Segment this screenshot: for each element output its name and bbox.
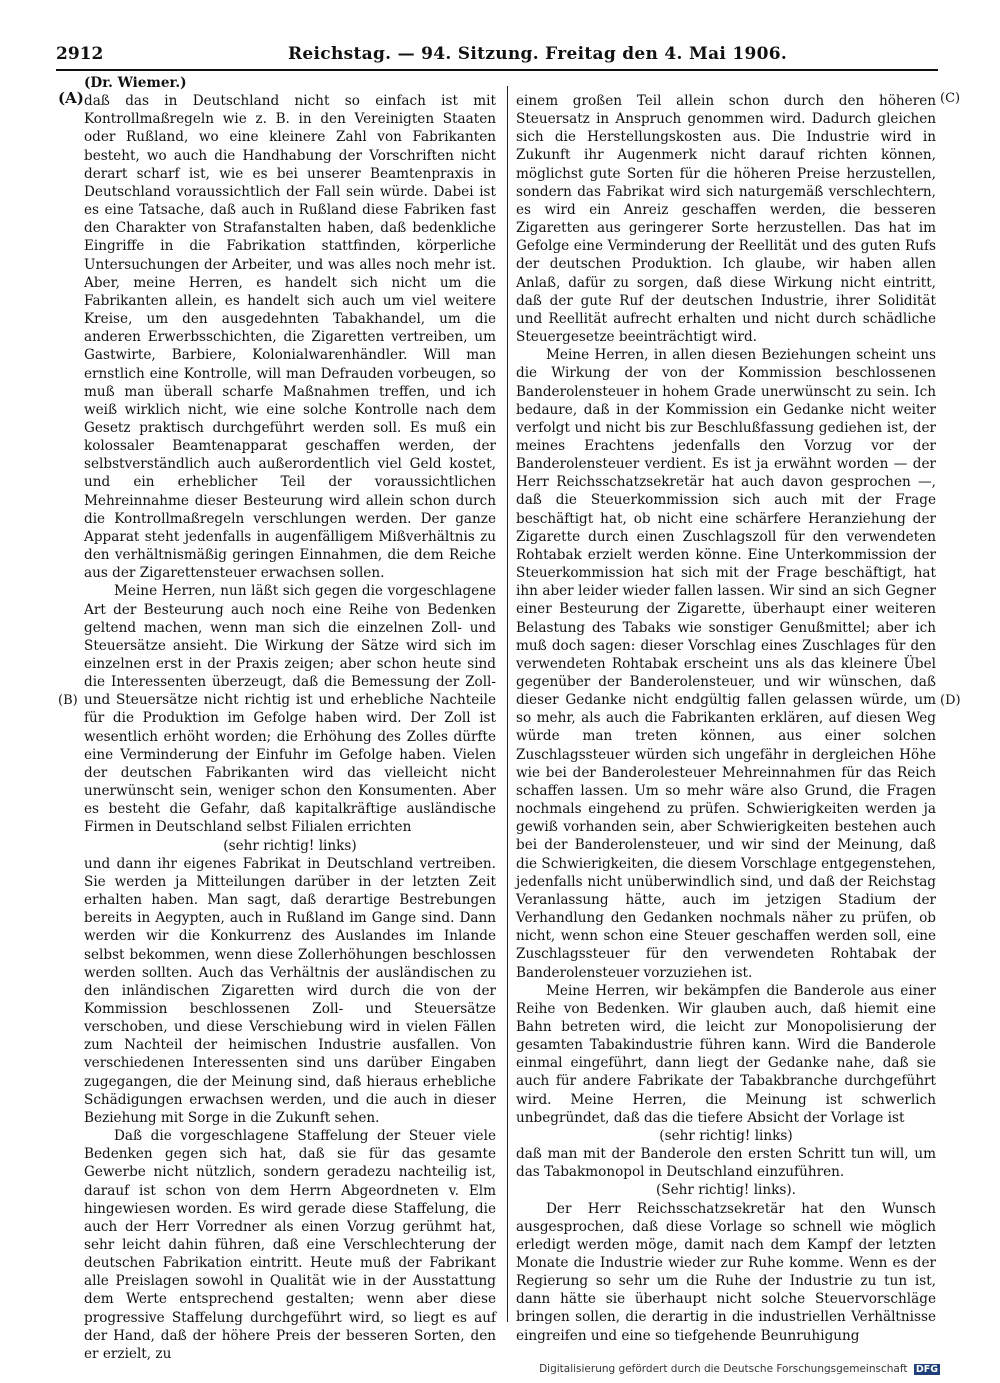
paragraph: Meine Herren, in allen diesen Beziehungen scheint uns die Wirkung der von der Kommission beschlossenen Banderolensteuer in hohem Grade unerwünscht zu sein. Ich bedaure, daß in der Kommission ein Gedanke nicht weiter verfolgt und nicht bis zur Beschlußfassung gediehen ist, der meines Erachtens jedenfalls den Vorzug vor der Banderolensteuer verdient. Es ist ja erwähnt worden — der Herr Reichsschatzsekretär hat auch davon gesprochen —, daß die Steuerkommission sich auch mit der Frage beschäftigt hat, ob nicht eine schärfere Heranziehung der Zigarette durch einen Zuschlagszoll für den verwendeten Rohtabak erzielt werden könne. Eine Unterkommission der Steuerkommission hat sich mit der Frage beschäftigt, hat ihn aber leider wieder fallen lassen. Wir sind an sich Gegner einer Besteurung der Zigarette, überhaupt einer weiteren Belastung des Tabaks wie sonstiger Genußmittel; aber ich muß doch sagen: dieser Vorschlag eines Zuschlages für den verwendeten Rohtabak erscheint uns als das kleinere Übel gegenüber der Banderolensteuer, und wir wünschen, daß dieser Gedanke nicht endgültig fallen gelassen würde, um so mehr, als auch die Fabrikanten erklären, auf diesen Weg würde man treten können, aus einer solchen Zuschlagssteuer würden sich ungefähr in dergleichen Höhe wie bei der Banderolesteuer Mehreinnahmen für das Reich schaffen lassen. Um so mehr wäre also Grund, die Fragen nochmals eingehend zu prüfen. Schwierigkeiten werden ja gewiß vorhanden sein, aber Schwierigkeiten bestehen auch bei der Banderolensteuer, und wir sind der Meinung, daß die Schwierigkeiten, die diesem Vorschlage entgegenstehen, jedenfalls nicht unüberwindlich sind, und daß der Reichstag Veranlassung hätte, auch im jetzigen Stadium der Verhandlung den Gedanken nochmals näher zu prüfen, ob nicht, wenn schon eine Steuer geschaffen werden soll, eine Zuschlagssteuer für den verwendeten Rohtabak der Banderolensteuer vorzuziehen ist. <box>516 347 936 981</box>
margin-marker-b: (B) <box>58 693 78 708</box>
paragraph: Der Herr Reichsschatzsekretär hat den Wunsch ausgesprochen, daß diese Vorlage so schnell wie möglich erledigt werden möge, damit nach dem Kampf der letzten Monate die Industrie wieder zur Ruhe komme. Wenn es der Regierung so sehr um die Ruhe der Industrie zu tun ist, dann hätte sie überhaupt nicht solche Steuervorschläge bringen sollen, die derartig in die industriellen Verhältnisse eingreifen und eine so tiefgehende Beunruhigung <box>516 1200 936 1344</box>
margin-marker-a: (A) <box>58 89 84 107</box>
page-header <box>56 44 936 68</box>
running-title: Reichstag. — 94. Sitzung. Freitag den 4. Mai 1906. <box>288 44 788 64</box>
interjection: (sehr richtig! links) <box>659 1127 793 1144</box>
margin-marker-d: (D) <box>940 693 961 708</box>
credit-text: Digitalisierung gefördert durch die Deutsche Forschungsgemeinschaft <box>539 1363 908 1375</box>
paragraph: Daß die vorgeschlagene Staffelung der Steuer viele Bedenken gegen sich hat, daß sie für das gesamte Gewerbe nicht nützlich, sondern geradezu nachteilig ist, darauf ist schon von dem Herrn Abgeordneten v. Elm hingewiesen worden. Es wird gerade diese Staffelung, die auch der Herr Vorredner als einen Vorzug gerühmt hat, sehr leicht dahin führen, daß eine Verschlechterung der deutschen Fabrikation eintritt. Heute muß der Fabrikant alle Preislagen sowohl in Qualität wie in der Ausstattung dem Werte entsprechend gestalten; wenn aber diese progressive Staffelung durchgeführt wird, so liegt es auf der Hand, daß der höhere Preis der besseren Sorten, den er erzielt, zu <box>84 1128 496 1362</box>
paragraph: daß das in Deutschland nicht so einfach ist mit Kontrollmaßregeln wie z. B. in den Vereinigten Staaten oder Rußland, wo eine kleinere Zahl von Fabrikanten besteht, wo auch die Handhabung der Vorschriften nicht derart scharf ist, wie es bei unserer Beamtenpraxis in Deutschland voraussichtlich der Fall sein würde. Dabei ist es eine Tatsache, daß auch in Rußland diese Fabriken fast den Charakter von Strafanstalten haben, daß bedenkliche Eingriffe in die Fabrikation stattfinden, körperliche Untersuchungen der Arbeiter, und was alles noch mehr ist. Aber, meine Herren, es handelt sich nicht um die Fabrikanten allein, es handelt sich auch um viel weitere Kreise, um den ausgedehnten Tabakhandel, um die anderen Erwerbsschichten, die Zigaretten vertreiben, um Gastwirte, Barbiere, Kolonialwarenhändler. Will man ernstlich eine Kontrolle, will man Defrauden vorbeugen, so muß man überall scharfe Maßnahmen treffen, und ich weiß wirklich nicht, wie eine solche Kontrolle nach dem Gesetz praktisch durchgeführt werden soll. Es muß ein kolossaler Beamtenapparat geschaffen werden, der selbstverständlich auch außerordentlich viel Geld kostet, und ein erheblicher Teil der voraussichtlichen Mehreinnahme dieser Besteurung wird allein schon durch die Kontrollmaßregeln verschlungen werden. Der ganze Apparat steht jedenfalls in augenfälligem Mißverhältnis zu den verhältnismäßig geringen Einnahmen, die dem Reiche aus der Zigarettensteuer erwachsen sollen. <box>84 93 496 582</box>
page-number: 2912 <box>56 44 104 64</box>
header-rule <box>56 69 938 71</box>
right-column <box>516 92 936 1345</box>
paragraph: und dann ihr eigenes Fabrikat in Deutschland vertreiben. Sie werden ja Mitteilungen darüber in der letzten Zeit erhalten haben. Man sagt, daß derartige Bestrebungen bereits in Aegypten, auch in Rußland im Gange sind. Dann werden wir die Konkurrenz des Auslandes im Inlande selbst bekommen, wenn diese Zollerhöhungen beschlossen werden sollten. Auch das Verhältnis der ausländischen zu den inländischen Zigaretten wird durch die von der Kommission beschlossenen Zoll- und Steuersätze verschoben, und diese Verschiebung wird in vielen Fällen zum Nachteil der heimischen Industrie ausfallen. Von verschiedenen Interessenten sind uns darüber Eingaben zugegangen, die der Meinung sind, daß hieraus erhebliche Schädigungen erwachsen werden, und die auch in dieser Beziehung mit Sorge in die Zukunft sehen. <box>84 855 496 1126</box>
paragraph: Meine Herren, nun läßt sich gegen die vorgeschlagene Art der Besteurung auch noch eine Reihe von Bedenken geltend machen, wenn man sich die einzelnen Zoll- und Steuersätze ansieht. Die Wirkung der Sätze wird sich im einzelnen erst in der Praxis zeigen; aber schon heute sind die Interessenten überzeugt, daß die Bemessung der Zoll- und Steuersätze nicht richtig ist und erhebliche Nachteile für die Produktion im Gefolge haben wird. Der Zoll ist wesentlich erhöht worden; die Erhöhung des Zolles dürfte eine Verminderung der Einfuhr im Gefolge haben. Vielen der deutschen Fabrikanten wird das vielleicht nicht unerwünscht sein, weniger schon den Konsumenten. Aber es besteht die Gefahr, daß kapitalkräftige ausländische Firmen in Deutschland selbst Filialen errichten <box>84 583 496 836</box>
speaker-label: (Dr. Wiemer.) <box>84 75 187 91</box>
dfg-logo: DFG <box>915 1364 938 1375</box>
left-column <box>84 74 496 1363</box>
interjection: (sehr richtig! links) <box>223 837 357 854</box>
interjection: (Sehr richtig! links). <box>655 1182 797 1199</box>
margin-marker-c: (C) <box>940 91 961 106</box>
paragraph: einem großen Teil allein schon durch den höheren Steuersatz in Anspruch genommen wird. Dadurch gleichen sich die Herstellungskosten aus. Die Industrie wird in Zukunft ihr Augenmerk nicht darauf richten können, möglichst gute Sorten für die höheren Preise herzustellen, sondern das Fabrikat wird sich naturgemäß verschlechtern, es wird ein Anreiz geschaffen werden, die besseren Zigaretten aus geringerer Sorte herzustellen. Das hat im Gefolge eine Verminderung der Reellität und des guten Rufs der deutschen Produktion. Ich glaube, wir haben allen Anlaß, dafür zu sorgen, daß diese Wirkung nicht eintritt, daß der gute Ruf der deutschen Industrie, ihrer Solidität und Reellität aufrecht erhalten und nicht durch schädliche Steuergesetze beeinträchtigt wird. <box>516 93 936 346</box>
paragraph: daß man mit der Banderole den ersten Schritt tun will, um das Tabakmonopol in Deutschland einzuführen. <box>516 1146 936 1181</box>
paragraph: Meine Herren, wir bekämpfen die Banderole aus einer Reihe von Bedenken. Wir glauben auch, daß hiemit eine Bahn betreten wird, die leicht zur Monopolisierung der gesamten Tabakindustrie führen kann. Wird die Banderole einmal eingeführt, dann liegt der Gedanke nahe, daß sie auch für andere Fabrikate der Tabakbranche durchgeführt wird. Meine Herren, die Meinung ist schwerlich unbegründet, daß das die tiefere Absicht der Vorlage ist <box>516 982 936 1126</box>
digitization-credit <box>539 1363 940 1375</box>
column-divider <box>507 86 508 1322</box>
